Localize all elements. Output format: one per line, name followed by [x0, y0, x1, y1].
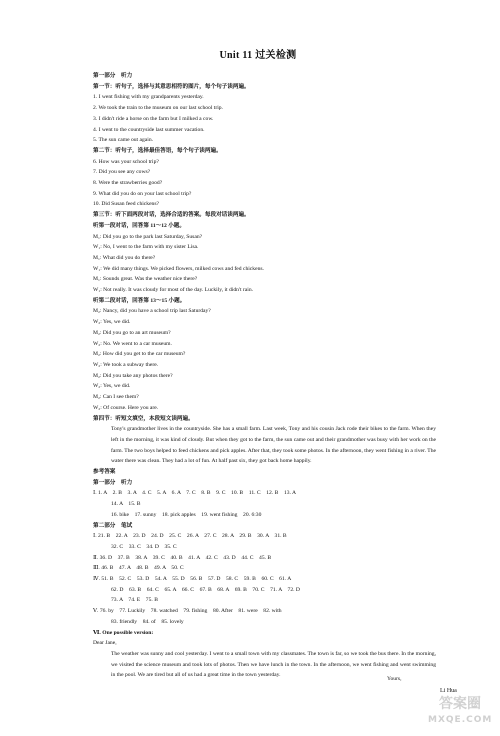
part-heading: 第二节：听句子，选择最佳答语，每个句子读两遍。 [93, 147, 222, 154]
dialogue-line: M₂: Did you take any photos there? [93, 372, 173, 379]
dialogue-line: W₂: We took a subway there. [93, 361, 159, 368]
question-line: 9. What did you do on your last school trip? [93, 190, 192, 197]
sample-letter: The weather was sunny and cool yesterday. I went to a small town with my classmates. The town is far, so we took the bus there. In the morning, we visited the science museum and took lots of photos. Then we have lunch in the town. In the afternoon, we went fishing and went swimming in the pool. We are tired but all of us had a great time in the town yesterday. [111, 650, 436, 679]
answer-line: Ⅰ. 21. B 22. A 23. D 24. D 25. C 26. A 27. C 28. A 29. B 30. A 31. B [93, 533, 287, 540]
answer-line: Ⅲ. 46. B 47. A 48. B 49. A 50. C [93, 565, 184, 572]
dialogue-line: W₁: No, I went to the farm with my sister Lisa. [93, 244, 199, 251]
dialogue-line: M₁: Sounds great. Was the weather nice there? [93, 276, 198, 283]
watermark-text: 答案圈 [439, 696, 481, 712]
answer-line: Ⅴ. 76. by 77. Luckily 78. watched 79. fishing 80. After 81. were 82. with [93, 608, 282, 615]
part-heading: 第四节：听短文填空，本段短文读两遍。 [93, 415, 194, 422]
dialogue-line: M₂: Did you go to an art museum? [93, 329, 171, 336]
letter-signature: Li Hua [440, 688, 457, 694]
watermark-stamp [428, 696, 492, 730]
dialogue-heading: 听第二段对话，回答第 13～15 小题。 [93, 297, 186, 304]
writing-heading: Ⅵ. One possible version: [93, 629, 154, 636]
dialogue-line: M₂: Can I see them? [93, 394, 139, 401]
dialogue-heading: 听第一段对话，回答第 11～12 小题。 [93, 222, 185, 229]
answer-line: 16. bike 17. sunny 18. pick apples 19. went fishing 20. 6:30 [111, 511, 262, 518]
question-line: 10. Did Susan feed chickens? [93, 201, 160, 208]
answer-line: 14. A 15. B [111, 501, 141, 508]
question-line: 3. I didn't ride a horse on the farm but I milked a cow. [93, 115, 214, 122]
dialogue-line: W₂: Yes, we did. [93, 383, 131, 390]
answer-line: Ⅱ. 36. D 37. B 38. A 39. C 40. B 41. A 42. C 43. D 44. C 45. B [93, 554, 272, 561]
answer-line: 62. D 63. B 64. C 65. A 66. C 67. B 68. A 69. B 70. C 71. A 72. D [111, 586, 300, 593]
section-heading: 第一部分 听力 [93, 73, 133, 79]
answer-line: 73. A 74. E 75. B [111, 597, 158, 604]
listening-passage: Tony's grandmother lives in the countryside. She has a small farm. Last week, Tony and his cousin Jack rode their bikes to the farm. When they left in the morning, it was kind of cloudy. But when they got to the farm, the sun came out and their grandmother was busy with her work on the farm. The two boys helped to feed chickens and pick apples. After that, they took some photos. In the afternoon, they went fishing in a river. The water there was clean. They had a lot of fun. At half past six, they got back home happily. [111, 426, 436, 465]
section-heading: 第二部分 笔试 [93, 522, 133, 529]
question-line: 4. I went to the countryside last summer vacation. [93, 126, 205, 133]
question-line: 2. We took the train to the museum on our last school trip. [93, 105, 223, 112]
dialogue-line: M₂: Nancy, did you have a school trip last Saturday? [93, 308, 211, 315]
answer-line: 83. friendly 84. of 85. lovely [111, 618, 184, 625]
answer-line: Ⅰ. 1. A 2. B 3. A 4. C 5. A 6. A 7. C 8. B 9. C 10. B 11. C 12. B 13. A [93, 490, 297, 497]
page-title: Unit 11 过关检测 [219, 50, 297, 61]
question-line: 6. How was your school trip? [93, 158, 159, 165]
question-line: 5. The sun came out again. [93, 137, 154, 144]
question-line: 1. I went fishing with my grandparents yesterday. [93, 94, 204, 101]
dialogue-line: W₂: Of course. Here you are. [93, 404, 159, 411]
answer-line: 32. C 33. C 34. D 35. C [111, 543, 177, 550]
answer-line: Ⅳ. 51. B 52. C 53. D 54. A 55. D 56. B 57. D 58. C 59. B 60. C 61. A [93, 576, 292, 583]
answer-section [93, 467, 500, 681]
part-heading: 第三节：听下面两段对话，选择合适的答案。每段对话读两遍。 [93, 212, 250, 219]
section-heading: 第一部分 听力 [93, 479, 133, 486]
dialogue-line: M₁: Did you go to the park last Saturday, Susan? [93, 233, 203, 240]
dialogue-line: W₁: Not really. It was cloudy for most of the day. Luckily, it didn't rain. [93, 287, 254, 294]
dialogue-line: M₂: How did you get to the car museum? [93, 351, 186, 358]
answer-heading: 参考答案 [93, 469, 116, 476]
question-line: 7. Did you see any cows? [93, 169, 151, 176]
listening-section [93, 71, 500, 467]
dialogue-line: W₁: We did many things. We picked flowers, milked cows and fed chickens. [93, 265, 264, 272]
letter-closing: Yours, [387, 676, 402, 682]
dialogue-line: W₂: No. We went to a car museum. [93, 340, 172, 347]
letter-greeting: Dear Jane, [93, 640, 117, 647]
watermark-url: MXQE.COM [428, 715, 493, 725]
question-line: 8. Were the strawberries good? [93, 180, 163, 187]
dialogue-line: W₂: Yes, we did. [93, 319, 131, 326]
dialogue-line: M₁: What did you do there? [93, 254, 156, 261]
part-heading: 第一节：听句子，选择与其意思相符的图片，每个句子读两遍。 [93, 83, 250, 90]
